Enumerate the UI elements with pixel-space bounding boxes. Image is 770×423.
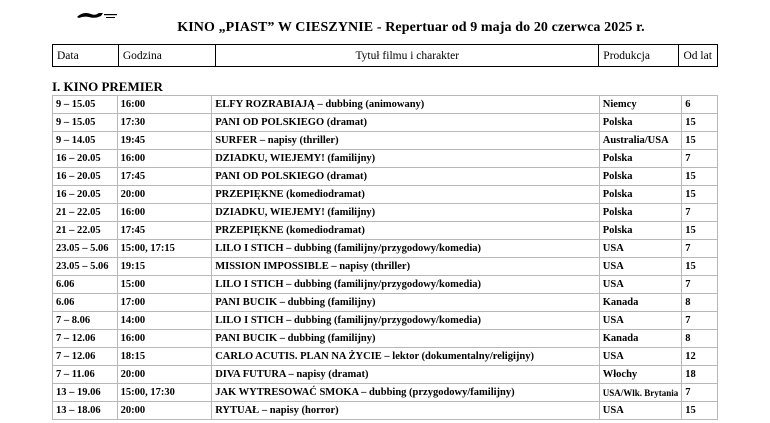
cell-production: Polska [599,168,682,186]
cell-title: JAK WYTRESOWAĆ SMOKA – dubbing (przygodowy/familijny) [212,384,600,402]
cell-production: Australia/USA [599,132,682,150]
cell-date: 6.06 [53,276,118,294]
cell-age: 7 [682,150,718,168]
header-time: Godzina [118,45,215,67]
table-row [53,312,718,330]
cell-date: 7 – 11.06 [53,366,118,384]
cell-age: 18 [682,366,718,384]
cell-date: 7 – 12.06 [53,330,118,348]
cell-production: USA [599,312,682,330]
cell-title: PRZEPIĘKNE (komediodramat) [212,222,600,240]
cell-title: PRZEPIĘKNE (komediodramat) [212,186,600,204]
cell-time: 15:00 [117,276,212,294]
table-row [53,276,718,294]
schedule-table [52,95,718,420]
cell-age: 15 [682,222,718,240]
cell-production: Włochy [599,366,682,384]
section-heading: I. KINO PREMIER [52,79,163,94]
column-header-table [52,44,718,67]
cell-title: LILO I STICH – dubbing (familijny/przygodowy/komedia) [212,240,600,258]
cell-title: PANI BUCIK – dubbing (familijny) [212,330,600,348]
cell-production: USA [599,402,682,420]
table-row [53,240,718,258]
table-row [53,294,718,312]
cell-title: SURFER – napisy (thriller) [212,132,600,150]
cell-date: 7 – 12.06 [53,348,118,366]
header-age: Od lat [679,45,718,67]
cell-age: 15 [682,114,718,132]
cell-date: 9 – 15.05 [53,114,118,132]
cell-time: 16:00 [117,204,212,222]
cell-title: ELFY ROZRABIAJĄ – dubbing (animowany) [212,96,600,114]
cell-time: 19:45 [117,132,212,150]
cell-time: 17:00 [117,294,212,312]
cell-age: 7 [682,204,718,222]
cell-date: 16 – 20.05 [53,150,118,168]
cell-time: 17:45 [117,222,212,240]
cell-age: 7 [682,384,718,402]
cell-age: 8 [682,330,718,348]
cell-title: DZIADKU, WIEJEMY! (familijny) [212,150,600,168]
table-row [53,384,718,402]
cell-title: LILO I STICH – dubbing (familijny/przygodowy/komedia) [212,312,600,330]
cell-title: MISSION IMPOSSIBLE – napisy (thriller) [212,258,600,276]
cell-production: Niemcy [599,96,682,114]
cell-date: 13 – 19.06 [53,384,118,402]
cell-production: USA [599,258,682,276]
cell-time: 19:15 [117,258,212,276]
table-row [53,186,718,204]
cell-production: Polska [599,150,682,168]
cell-production: Polska [599,204,682,222]
cell-production: Kanada [599,294,682,312]
cell-title: PANI OD POLSKIEGO (dramat) [212,114,600,132]
cell-time: 16:00 [117,150,212,168]
cell-title: LILO I STICH – dubbing (familijny/przygodowy/komedia) [212,276,600,294]
cell-age: 7 [682,240,718,258]
cell-time: 17:30 [117,114,212,132]
cell-date: 21 – 22.05 [53,204,118,222]
cell-age: 7 [682,312,718,330]
cell-age: 12 [682,348,718,366]
cell-date: 6.06 [53,294,118,312]
cell-title: PANI BUCIK – dubbing (familijny) [212,294,600,312]
header-title: Tytuł filmu i charakter [216,45,599,67]
cell-production: USA [599,240,682,258]
cell-date: 7 – 8.06 [53,312,118,330]
table-row [53,96,718,114]
table-row [53,366,718,384]
cell-age: 7 [682,276,718,294]
cell-production: USA [599,348,682,366]
table-row [53,222,718,240]
cell-production: Polska [599,222,682,240]
cell-date: 21 – 22.05 [53,222,118,240]
cell-time: 15:00, 17:30 [117,384,212,402]
cell-age: 15 [682,258,718,276]
cell-title: CARLO ACUTIS. PLAN NA ŻYCIE – lektor (dokumentalny/religijny) [212,348,600,366]
table-row [53,348,718,366]
cell-age: 6 [682,96,718,114]
cell-date: 16 – 20.05 [53,168,118,186]
cell-production: Polska [599,186,682,204]
table-row [53,402,718,420]
page-title: KINO „PIAST” W CIESZYNIE - Repertuar od 9 maja do 20 czerwca 2025 r. [177,20,645,35]
cell-title: DZIADKU, WIEJEMY! (familijny) [212,204,600,222]
cell-date: 9 – 15.05 [53,96,118,114]
cell-time: 17:45 [117,168,212,186]
cell-production: USA/Wlk. Brytania [599,384,682,402]
table-row [53,114,718,132]
cell-production: USA [599,276,682,294]
cell-title: PANI OD POLSKIEGO (dramat) [212,168,600,186]
cell-age: 15 [682,132,718,150]
table-row [53,150,718,168]
table-row [53,132,718,150]
cell-date: 9 – 14.05 [53,132,118,150]
cell-title: RYTUAŁ – napisy (horror) [212,402,600,420]
cell-time: 20:00 [117,366,212,384]
cell-date: 13 – 18.06 [53,402,118,420]
cell-age: 8 [682,294,718,312]
cell-time: 20:00 [117,402,212,420]
cell-date: 23.05 – 5.06 [53,240,118,258]
cell-age: 15 [682,186,718,204]
cell-time: 20:00 [117,186,212,204]
cell-age: 15 [682,168,718,186]
cell-production: Kanada [599,330,682,348]
cell-time: 15:00, 17:15 [117,240,212,258]
header-production: Produkcja [599,45,679,67]
cell-production: Polska [599,114,682,132]
cell-time: 18:15 [117,348,212,366]
table-row [53,204,718,222]
cell-title: DIVA FUTURA – napisy (dramat) [212,366,600,384]
cell-time: 16:00 [117,330,212,348]
cell-date: 16 – 20.05 [53,186,118,204]
header-date: Data [53,45,119,67]
cell-age: 15 [682,402,718,420]
cell-time: 14:00 [117,312,212,330]
cell-time: 16:00 [117,96,212,114]
table-row [53,168,718,186]
cell-date: 23.05 – 5.06 [53,258,118,276]
table-row [53,330,718,348]
table-row [53,258,718,276]
